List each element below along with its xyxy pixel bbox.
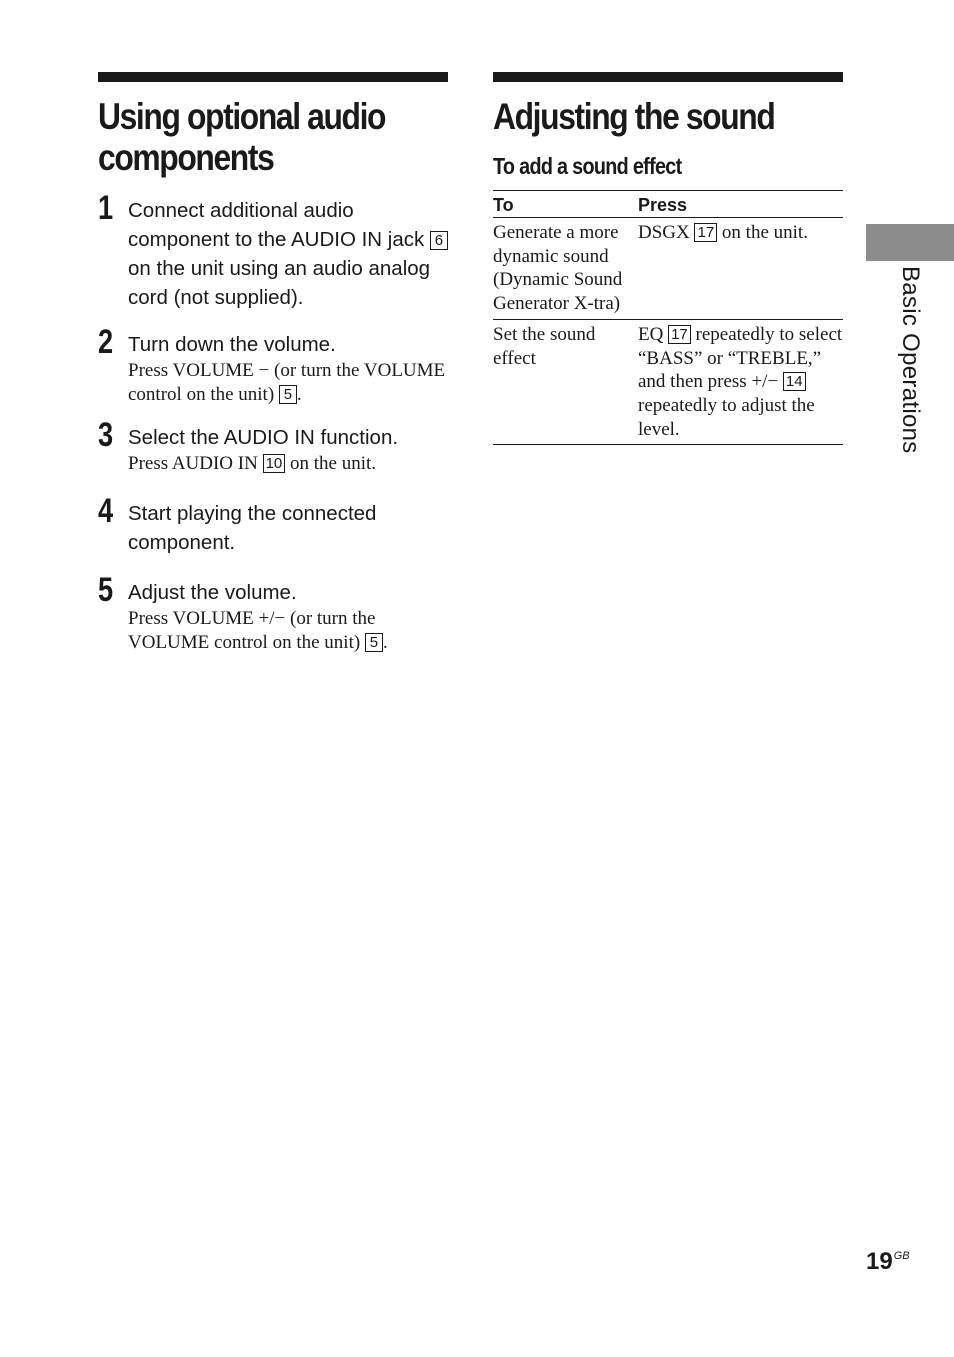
step-title: Start playing the connected component. (128, 502, 377, 554)
page-number (866, 1248, 910, 1276)
section-adjusting-sound (493, 72, 843, 445)
sound-effect-table (493, 190, 843, 445)
key-label: 17 (668, 325, 691, 344)
step-item (98, 492, 448, 557)
step-detail-text: Press AUDIO IN (128, 453, 263, 474)
table-row (493, 319, 843, 445)
step-detail-text: Press VOLUME +/− (or turn the VOLUME control on the unit) (128, 608, 376, 653)
section-rule (98, 72, 448, 82)
step-number: 2 (98, 323, 114, 361)
table-row (493, 218, 843, 320)
cell-to: Generate a more dynamic sound (Dynamic Sound Generator X-tra) (493, 218, 638, 320)
step-detail-text: Press VOLUME − (or turn the VOLUME control on the unit) (128, 360, 446, 405)
page-number-value: 19 (866, 1248, 893, 1275)
step-detail (128, 359, 448, 407)
key-label: 5 (279, 385, 297, 404)
column-header-to: To (493, 191, 638, 218)
step-title-text: on the unit using an audio analog cord (not supplied). (128, 257, 431, 309)
step-detail (128, 607, 448, 655)
section-optional-audio (98, 72, 448, 655)
column-header-press: Press (638, 191, 843, 218)
side-tab-marker (866, 224, 954, 261)
table-header-row (493, 191, 843, 218)
step-title: Turn down the volume. (128, 333, 336, 356)
step-number: 4 (98, 492, 114, 530)
subsection-heading: To add a sound effect (493, 153, 682, 179)
cell-press (638, 218, 843, 320)
step-title: Select the AUDIO IN function. (128, 426, 399, 449)
step-detail (128, 452, 448, 476)
step-detail-text: . (296, 384, 302, 405)
key-label: 6 (430, 231, 448, 250)
key-label: 10 (263, 454, 286, 473)
key-label: 14 (783, 372, 806, 391)
step-item (98, 323, 448, 407)
key-label: 5 (365, 633, 383, 652)
step-item (98, 571, 448, 655)
cell-text: on the unit. (717, 222, 808, 243)
cell-to: Set the sound effect (493, 319, 638, 445)
step-title: Adjust the volume. (128, 581, 297, 604)
step-item (98, 416, 448, 476)
cell-press (638, 319, 843, 445)
cell-text: EQ (638, 323, 669, 345)
step-title (128, 196, 448, 312)
steps-list (98, 189, 448, 655)
step-detail-text: on the unit. (285, 453, 377, 474)
step-number: 3 (98, 416, 114, 454)
key-label: 17 (694, 223, 717, 242)
step-detail-text: . (382, 632, 388, 653)
cell-text: DSGX (638, 222, 695, 243)
step-title-text: Connect additional audio component to the AUDIO IN jack (128, 199, 430, 251)
cell-text: repeatedly to adjust the level. (638, 394, 815, 440)
step-number: 5 (98, 571, 114, 609)
step-item (98, 189, 448, 312)
section-heading: Adjusting the sound (493, 96, 775, 137)
section-rule (493, 72, 843, 82)
page-number-suffix: GB (893, 1250, 910, 1262)
section-heading: Using optional audio components (98, 96, 386, 178)
side-tab-label: Basic Operations (897, 266, 924, 454)
step-number: 1 (98, 189, 114, 227)
cell-text: repeatedly to select “BASS” or “TREBLE,” and then press +/− (638, 323, 843, 393)
